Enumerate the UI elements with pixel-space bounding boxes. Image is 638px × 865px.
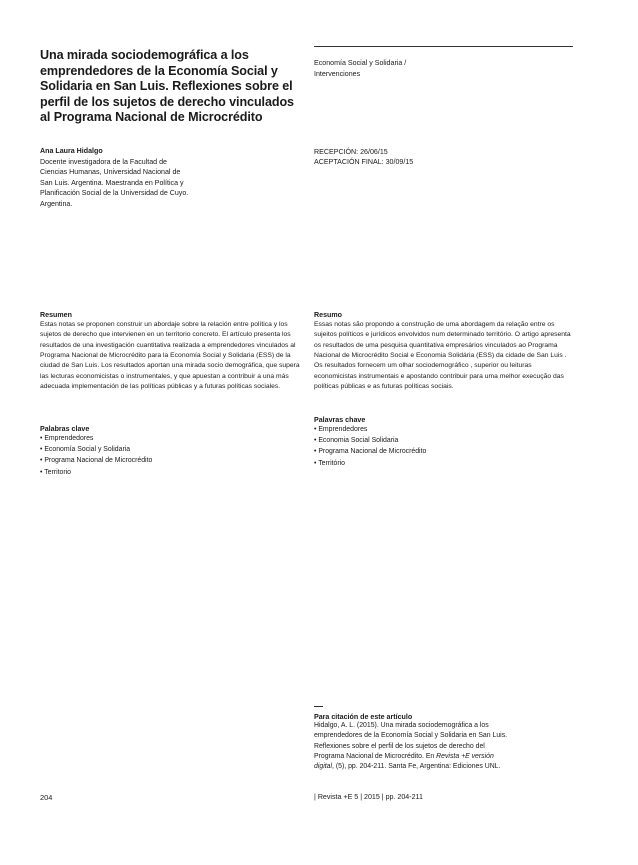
keyword-item: • Economia Social Solidaria (314, 435, 426, 446)
citation-journal: Revista +E versión digital (314, 752, 494, 771)
resumo-heading: Resumo (314, 311, 342, 319)
article-title: Una mirada sociodemográfica a los emprendedores de la Economía Social y Solidaria en San Luis. Reflexiones sobre el perfil de los sujetos de derecho vinculados al Programa Nacional de Microcrédito (40, 48, 294, 125)
author-affiliation: Docente investigadora de la Facultad de Ciencias Humanas, Universidad Nacional de San Luis. Argentina. Maestranda en Política y Planificación Social de la Universidad de Cuyo. Argentina. (40, 158, 189, 208)
top-rule (314, 46, 573, 47)
citation-dash: — (314, 701, 323, 711)
keyword-item: • Territorio (40, 467, 152, 478)
received-date: RECEPCIÓN: 26/06/15 (314, 148, 388, 156)
keyword-item: • Economía Social y Solidaria (40, 444, 152, 455)
palabras-clave-heading: Palabras clave (40, 425, 90, 433)
resumo-text: Essas notas são propondo a construção de uma abordagem da relação entre os sujeitos políticos e jurídicos envolvidos num determinado território. O artigo apresenta os resultados de uma pesquisa quantitativa empresários vinculados ao Programa Nacional de Microcrédito Social e Economia Solidária (ESS) da cidade de San Luis . Os resultados fornecem um olhar sociodemográfico , superior ou leituras economicistas instrumentais e apostando contribuir para uma melhor execução das políticas públicas e as futuras políticas sociais. (314, 321, 571, 391)
accepted-date: ACEPTACIÓN FINAL: 30/09/15 (314, 158, 414, 167)
author-name: Ana Laura Hidalgo (40, 147, 103, 155)
keyword-item: • Emprendedores (314, 424, 426, 435)
palabras-clave-list (40, 433, 152, 478)
citation-heading: Para citación de este artículo (314, 713, 413, 721)
resumen-heading: Resumen (40, 311, 72, 319)
citation-text-end: , (5), pp. 204-211. Santa Fe, Argentina: Ediciones UNL. (332, 763, 501, 771)
keyword-item: • Programa Nacional de Microcrédito (40, 455, 152, 466)
keyword-item: • Programa Nacional de Microcrédito (314, 446, 426, 457)
section-label (314, 58, 564, 80)
palavras-chave-list (314, 424, 426, 469)
citation-text (314, 721, 510, 772)
article-dates (314, 147, 413, 168)
keyword-item: • Território (314, 458, 426, 469)
resumen-text: Estas notas se proponen construir un abordaje sobre la relación entre política y los sujetos de derecho que intervienen en un territorio concreto. El artículo presenta los resultados de una investigación cuantitativa realizada a emprendedores vinculados al Programa Nacional de Microcrédito para la Economía Social y Solidaria (ESS) de la ciudad de San Luis. Los resultados aportan una mirada socio demográfica, que supera las lecturas economicistas o instrumentales, y que apuestan a contribuir a una más adecuada implementación de las políticas públicas y a futuras políticas sociales. (40, 321, 300, 391)
journal-footer: | Revista +E 5 | 2015 | pp. 204-211 (314, 793, 423, 801)
citation-text-start: Hidalgo, A. L. (2015). Una mirada sociodemográfica a los emprendedores de la Economía Social y Solidaria en San Luis. Reflexiones sobre el perfil de los sujetos de derecho del Programa Nacional de Microcrédito. En (314, 722, 508, 760)
section-line-1: Economía Social y Solidaria / (314, 59, 407, 67)
section-line-2: Intervenciones (314, 70, 361, 79)
page-number: 204 (40, 793, 53, 802)
keyword-item: • Emprendedores (40, 433, 152, 444)
palavras-chave-heading: Palavras chave (314, 416, 366, 424)
